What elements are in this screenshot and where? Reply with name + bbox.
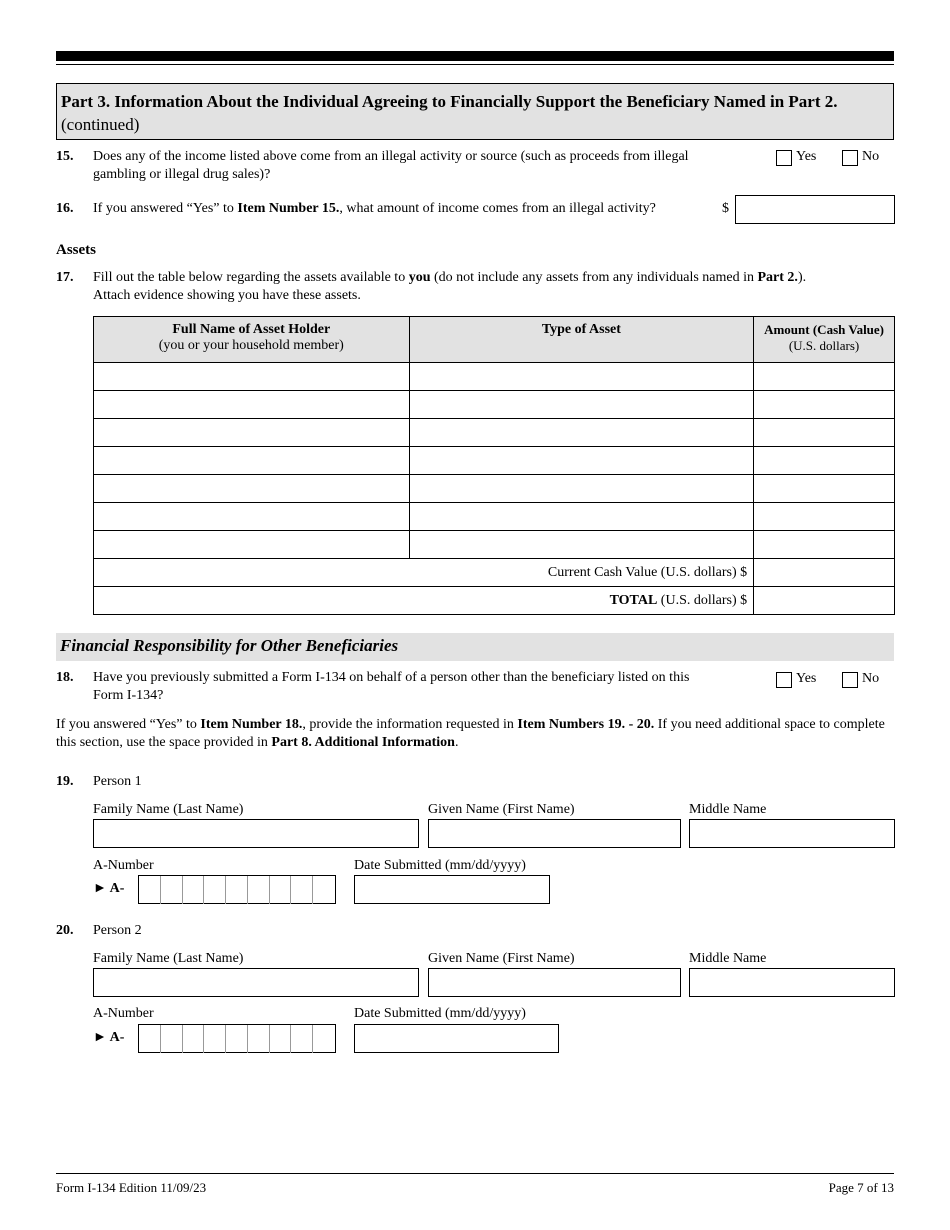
asset-type-cell[interactable] [409,447,754,475]
person-2-family-name-field[interactable] [93,968,419,997]
person-1-label: Person 1 [93,774,142,789]
person-1-given-name-label: Given Name (First Name) [428,802,575,817]
person-2-label: Person 2 [93,923,142,938]
item-15-yes-checkbox[interactable] [776,150,792,166]
person-1-a-number-prefix: ► A- [93,881,125,896]
person-1-family-name-label: Family Name (Last Name) [93,802,244,817]
footer-rule [56,1173,894,1174]
person-2-date-submitted-field[interactable] [354,1024,559,1053]
person-2-family-name-label: Family Name (Last Name) [93,951,244,966]
asset-amount-cell[interactable] [754,419,895,447]
current-cash-amount-cell[interactable] [754,559,895,587]
total-amount-cell[interactable] [754,587,895,615]
item-number-16: 16. [56,201,74,216]
asset-type-cell[interactable] [409,391,754,419]
asset-holder-cell[interactable] [94,531,410,559]
asset-amount-cell[interactable] [754,531,895,559]
table-row [94,447,895,475]
item-15-no-checkbox[interactable] [842,150,858,166]
item-number-20: 20. [56,923,74,938]
item-15-question: Does any of the income listed above come from an illegal activity or source (such as proceeds from illegal gambling or illegal drug sales)? [93,149,689,182]
asset-amount-cell[interactable] [754,475,895,503]
item-18-question: Have you previously submitted a Form I-134 on behalf of a person other than the beneficiary listed on this Form I-134? [93,670,690,703]
item-15-yes-label: Yes [796,149,817,164]
table-row [94,531,895,559]
item-number-18: 18. [56,670,74,685]
person-2-a-number-field[interactable] [138,1024,336,1053]
table-row [94,475,895,503]
section-header-financial-responsibility [56,633,894,661]
item-18-yes-label: Yes [796,671,817,686]
current-cash-label: Current Cash Value (U.S. dollars) $ [94,559,754,587]
asset-holder-cell[interactable] [94,391,410,419]
top-rule-thick [56,51,894,61]
column-header-asset-type: Type of Asset [409,317,754,363]
part-header [56,83,894,140]
asset-amount-cell[interactable] [754,503,895,531]
table-row [94,503,895,531]
item-number-19: 19. [56,774,74,789]
person-1-date-submitted-field[interactable] [354,875,550,904]
person-1-middle-name-field[interactable] [689,819,895,848]
person-2-middle-name-field[interactable] [689,968,895,997]
item-18-no-label: No [862,671,880,686]
assets-table-header [94,317,895,363]
item-16-question: If you answered “Yes” to Item Number 15., what amount of income comes from an illegal activity? [93,201,656,216]
asset-holder-cell[interactable] [94,447,410,475]
person-2-middle-name-label: Middle Name [689,951,767,966]
asset-holder-cell[interactable] [94,419,410,447]
assets-table [93,316,895,615]
total-row [94,587,895,615]
assets-heading: Assets [56,242,96,258]
item-15-no-label: No [862,149,880,164]
current-cash-row [94,559,895,587]
item-18-no-checkbox[interactable] [842,672,858,688]
asset-type-cell[interactable] [409,363,754,391]
person-1-given-name-field[interactable] [428,819,681,848]
item-18-followup-instructions: If you answered “Yes” to Item Number 18., provide the information requested in Item Numbers 19. - 20. If you need additional space to complete this section, use the space provided in Part 8. Additional Information. [56,717,885,750]
asset-holder-cell[interactable] [94,503,410,531]
item-18-yes-checkbox[interactable] [776,672,792,688]
asset-type-cell[interactable] [409,503,754,531]
person-2-given-name-label: Given Name (First Name) [428,951,575,966]
asset-type-cell[interactable] [409,531,754,559]
person-1-middle-name-label: Middle Name [689,802,767,817]
asset-holder-cell[interactable] [94,363,410,391]
part-title: Part 3. Information About the Individual Agreeing to Financially Support the Beneficiary Named in Part 2. (continued) [61,92,838,134]
asset-holder-cell[interactable] [94,475,410,503]
item-17-instructions: Fill out the table below regarding the assets available to you (do not include any assets from any individuals named in Part 2.). Attach evidence showing you have these assets. [93,270,807,303]
total-label: TOTAL (U.S. dollars) $ [94,587,754,615]
table-row [94,419,895,447]
person-2-a-number-prefix: ► A- [93,1030,125,1045]
section-title: Financial Responsibility for Other Beneficiaries [60,636,399,655]
table-row [94,391,895,419]
person-1-family-name-field[interactable] [93,819,419,848]
person-2-a-number-label: A-Number [93,1006,154,1021]
asset-type-cell[interactable] [409,475,754,503]
asset-amount-cell[interactable] [754,447,895,475]
asset-amount-cell[interactable] [754,391,895,419]
item-16-currency-symbol: $ [722,201,729,216]
asset-amount-cell[interactable] [754,363,895,391]
asset-type-cell[interactable] [409,419,754,447]
person-2-given-name-field[interactable] [428,968,681,997]
item-number-17: 17. [56,270,74,285]
column-header-asset-holder: Full Name of Asset Holder (you or your household member) [94,317,410,363]
person-1-a-number-field[interactable] [138,875,336,904]
table-row [94,363,895,391]
person-2-date-submitted-label: Date Submitted (mm/dd/yyyy) [354,1006,526,1021]
item-number-15: 15. [56,149,74,164]
person-1-a-number-label: A-Number [93,858,154,873]
top-rule-thin [56,64,894,65]
person-1-date-submitted-label: Date Submitted (mm/dd/yyyy) [354,858,526,873]
footer-page-number: Page 7 of 13 [828,1180,894,1195]
item-16-amount-field[interactable] [735,195,895,224]
column-header-amount: Amount (Cash Value) (U.S. dollars) [754,317,895,363]
footer-form-edition: Form I-134 Edition 11/09/23 [56,1180,207,1195]
